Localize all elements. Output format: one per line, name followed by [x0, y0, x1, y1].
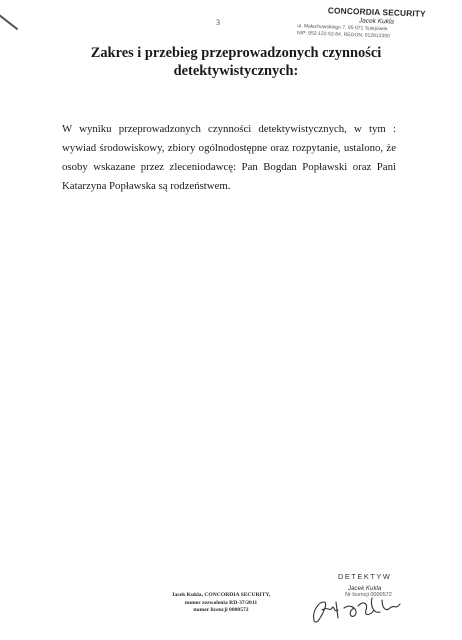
scan-edge-mark [0, 10, 18, 30]
footer-company-line: Jacek Kukla, CONCORDIA SECURITY, [171, 592, 271, 598]
stamp-address: ul. Małachowskiego 7, 05-071 Sulejówek [297, 23, 388, 33]
handwritten-signature [308, 590, 406, 626]
detective-stamp-title: DETEKTYW [338, 572, 392, 581]
detective-stamp-license: Nr licencji 0000572 [345, 592, 392, 598]
heading-line-1: Zakres i przebieg przeprowadzonych czynności [90, 45, 382, 61]
footer-license-line: numer licencji 0000572 [193, 607, 249, 613]
findings-paragraph: W wyniku przeprowadzonych czynności detektywistycznych, w tym : wywiad środowiskowy, zbiory ogólnodostępne oraz rozpytanie, ustalono, że osoby wskazane przez zleceniodawcę: Pan Bogdan Popławski oraz Pani Katarzyna Popławska są rodzeństwem. [62, 123, 396, 192]
section-heading [40, 44, 432, 80]
heading-line-2: detektywistycznych: [173, 63, 299, 79]
footer-permit-line: numer zezwolenia RD-37/2011 [184, 599, 258, 606]
detective-stamp-name: Jacek Kukla [348, 585, 382, 592]
footer-info [150, 592, 292, 615]
stamp-tax-ids: NIP: 952-122-52-84, REGON: 012813390 [296, 30, 390, 40]
company-stamp [291, 4, 462, 42]
stamp-owner-name: Jacek Kukla [358, 17, 395, 26]
stamp-company-name: CONCORDIA SECURITY [327, 5, 426, 19]
page-number: 3 [216, 18, 220, 27]
findings-body [62, 120, 396, 196]
